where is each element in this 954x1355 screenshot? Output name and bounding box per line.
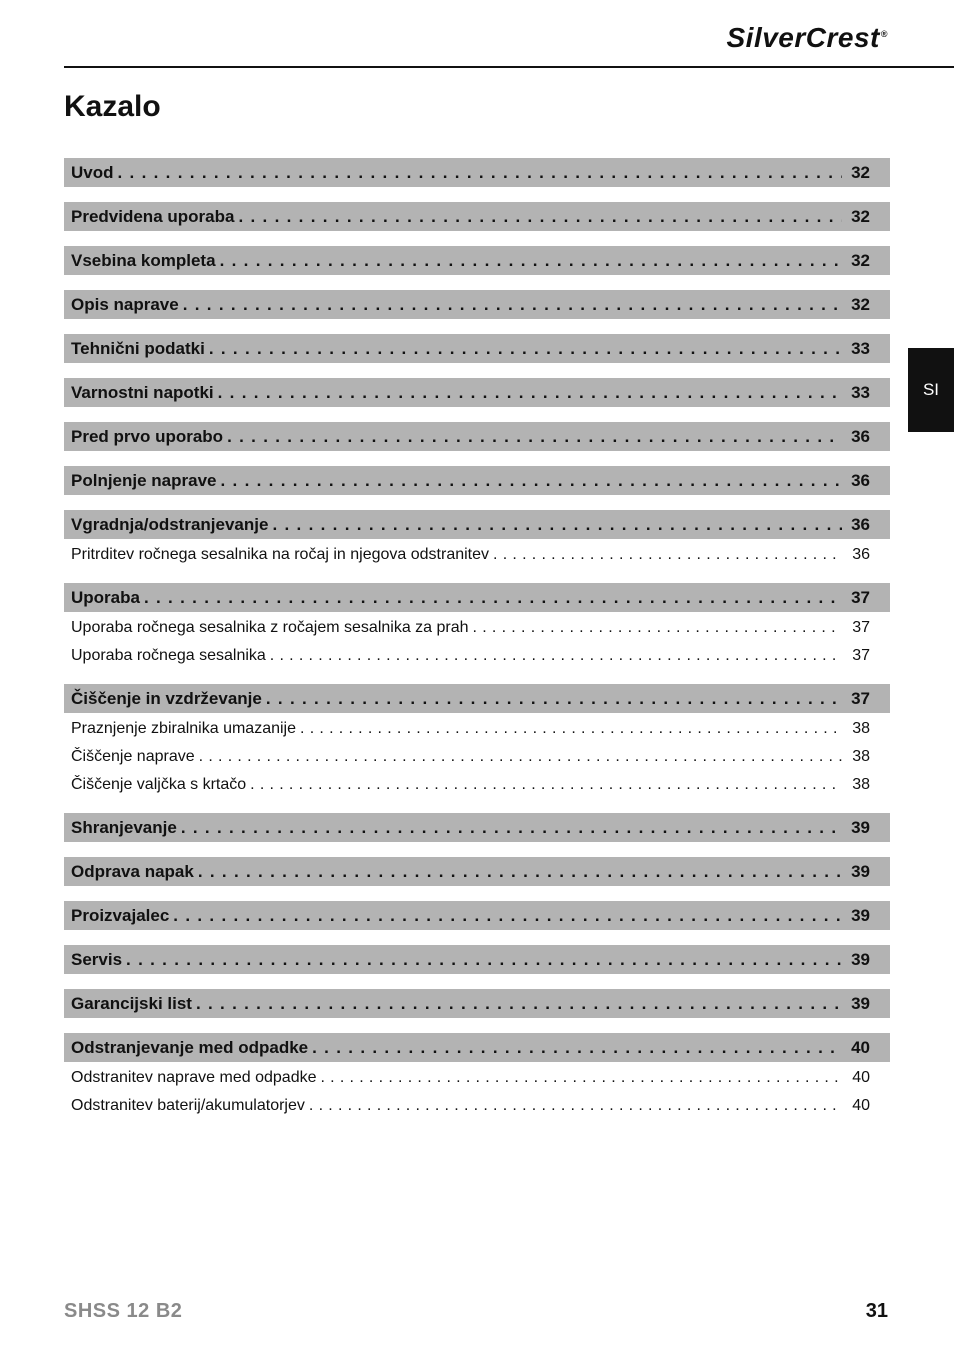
dot-leader xyxy=(218,383,842,403)
toc-entry-page: 37 xyxy=(851,688,870,708)
toc-entry-label: Pred prvo uporabo xyxy=(71,426,224,446)
toc-subentry-label: Pritrditev ročnega sesalnika na ročaj in njegova odstranitev xyxy=(71,546,490,563)
dot-leader xyxy=(320,1069,842,1087)
toc-entry[interactable] xyxy=(64,334,890,363)
dot-leader xyxy=(270,647,842,665)
toc-entry[interactable] xyxy=(64,857,890,886)
toc-entry-label: Odstranjevanje med odpadke xyxy=(71,1037,309,1057)
registered-mark: ® xyxy=(880,28,888,39)
dot-leader xyxy=(198,862,842,882)
toc-entry-page: 36 xyxy=(851,426,870,446)
toc-entry-label: Čiščenje in vzdrževanje xyxy=(71,688,262,708)
language-tab: SI xyxy=(908,348,954,432)
toc-entry-label: Varnostni napotki xyxy=(71,382,214,402)
toc-entry-label: Polnjenje naprave xyxy=(71,470,217,490)
toc-entry-page: 39 xyxy=(851,905,870,925)
brand-logo xyxy=(726,22,888,54)
dot-leader xyxy=(199,748,842,766)
toc-entry-page: 39 xyxy=(851,817,870,837)
dot-leader xyxy=(183,295,842,315)
toc-subentry-label: Čiščenje naprave xyxy=(71,748,195,765)
dot-leader xyxy=(220,251,842,271)
toc-subentry[interactable] xyxy=(64,614,890,642)
toc-entry-page: 32 xyxy=(851,162,870,182)
toc-subentry-page: 38 xyxy=(852,776,870,793)
toc-entry-page: 40 xyxy=(851,1037,870,1057)
toc-entry[interactable] xyxy=(64,378,890,407)
toc-entry-label: Servis xyxy=(71,949,123,969)
toc-entry-page: 32 xyxy=(851,206,870,226)
dot-leader xyxy=(300,720,842,738)
dot-leader xyxy=(473,619,842,637)
toc-entry-label: Shranjevanje xyxy=(71,817,177,837)
model-number: SHSS 12 B2 xyxy=(64,1300,183,1322)
toc-subentry-label: Uporaba ročnega sesalnika z ročajem sesalnika za prah xyxy=(71,619,469,636)
toc-entry-page: 33 xyxy=(851,338,870,358)
dot-leader xyxy=(144,588,842,608)
dot-leader xyxy=(126,950,842,970)
toc-subentry-label: Uporaba ročnega sesalnika xyxy=(71,647,266,664)
toc-entry-page: 33 xyxy=(851,382,870,402)
dot-leader xyxy=(221,471,843,491)
toc-subentry-label: Odstranitev naprave med odpadke xyxy=(71,1069,317,1086)
toc-subentry[interactable] xyxy=(64,771,890,799)
toc-subentry-page: 36 xyxy=(852,546,870,563)
toc-subentry-page: 40 xyxy=(852,1069,870,1086)
page-title: Kazalo xyxy=(64,90,161,123)
dot-leader xyxy=(238,207,842,227)
toc-subentry[interactable] xyxy=(64,715,890,743)
toc-entry-page: 32 xyxy=(851,294,870,314)
dot-leader xyxy=(312,1038,842,1058)
toc-subentry[interactable] xyxy=(64,1092,890,1120)
toc-entry-label: Garancijski list xyxy=(71,993,192,1013)
toc-entry-page: 39 xyxy=(851,993,870,1013)
toc-subentry-page: 37 xyxy=(852,619,870,636)
toc-entry[interactable] xyxy=(64,684,890,713)
dot-leader xyxy=(173,906,842,926)
toc-subentry[interactable] xyxy=(64,541,890,569)
toc-entry-label: Uporaba xyxy=(71,587,140,607)
brand-name: SilverCrest xyxy=(726,22,880,53)
toc-entry[interactable] xyxy=(64,246,890,275)
toc-subentry-page: 40 xyxy=(852,1097,870,1114)
toc-entry-label: Odprava napak xyxy=(71,861,194,881)
toc-entry[interactable] xyxy=(64,1033,890,1062)
dot-leader xyxy=(250,776,842,794)
toc-entry-label: Tehnični podatki xyxy=(71,338,205,358)
toc-entry[interactable] xyxy=(64,583,890,612)
toc-subentry-page: 38 xyxy=(852,720,870,737)
header-rule xyxy=(64,66,954,68)
toc-entry[interactable] xyxy=(64,510,890,539)
toc-entry-page: 39 xyxy=(851,949,870,969)
toc-entry[interactable] xyxy=(64,813,890,842)
dot-leader xyxy=(196,994,842,1014)
toc-entry-label: Predvidena uporaba xyxy=(71,206,235,226)
toc-entry-label: Opis naprave xyxy=(71,294,179,314)
toc-entry-page: 36 xyxy=(851,470,870,490)
dot-leader xyxy=(272,515,842,535)
toc-entry[interactable] xyxy=(64,290,890,319)
dot-leader xyxy=(227,427,842,447)
page-number: 31 xyxy=(865,1300,888,1322)
dot-leader xyxy=(181,818,842,838)
toc-entry-page: 36 xyxy=(851,514,870,534)
toc-entry[interactable] xyxy=(64,422,890,451)
toc-subentry-label: Praznjenje zbiralnika umazanije xyxy=(71,720,297,737)
dot-leader xyxy=(209,339,842,359)
toc-subentry[interactable] xyxy=(64,642,890,670)
toc-subentry[interactable] xyxy=(64,743,890,771)
toc-entry-label: Proizvajalec xyxy=(71,905,170,925)
toc-entry-label: Vgradnja/odstranjevanje xyxy=(71,514,269,534)
toc-entry[interactable] xyxy=(64,989,890,1018)
toc-subentry-label: Odstranitev baterij/akumulatorjev xyxy=(71,1097,305,1114)
toc-entry-label: Uvod xyxy=(71,162,114,182)
toc-entry[interactable] xyxy=(64,901,890,930)
toc-entry[interactable] xyxy=(64,202,890,231)
toc-entry-label: Vsebina kompleta xyxy=(71,250,216,270)
toc-entry[interactable] xyxy=(64,466,890,495)
table-of-contents xyxy=(64,158,890,1134)
toc-subentry[interactable] xyxy=(64,1064,890,1092)
toc-subentry-page: 37 xyxy=(852,647,870,664)
toc-entry[interactable] xyxy=(64,945,890,974)
toc-subentry-label: Čiščenje valjčka s krtačo xyxy=(71,776,247,793)
dot-leader xyxy=(266,689,842,709)
dot-leader xyxy=(493,546,842,564)
toc-entry[interactable] xyxy=(64,158,890,187)
toc-entry-page: 39 xyxy=(851,861,870,881)
dot-leader xyxy=(309,1097,842,1115)
dot-leader xyxy=(118,163,843,183)
toc-entry-page: 32 xyxy=(851,250,870,270)
toc-entry-page: 37 xyxy=(851,587,870,607)
toc-subentry-page: 38 xyxy=(852,748,870,765)
